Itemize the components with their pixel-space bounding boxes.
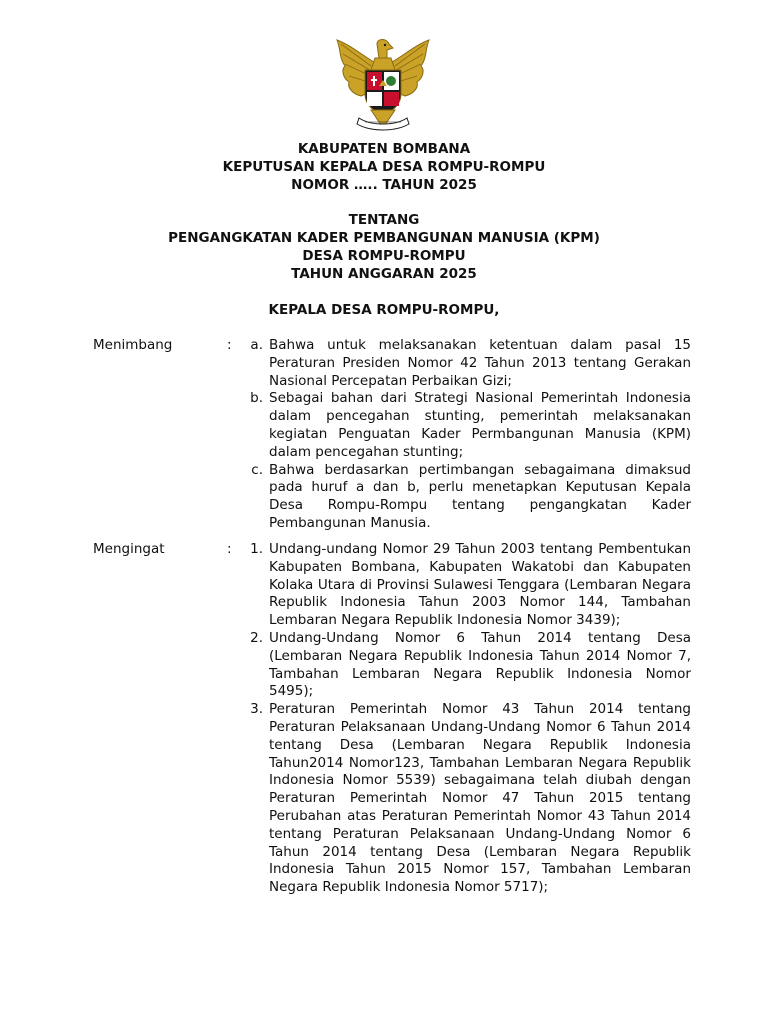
list-text: Bahwa berdasarkan pertimbangan sebagaimana dimaksud pada huruf a dan b, perlu menetapkan Keputusan Kepala Desa Rompu-Rompu tentang pengangkatan Kader Pembangunan Manusia. <box>269 461 691 531</box>
list-marker: c. <box>251 461 263 478</box>
list-marker: 2. <box>250 629 263 646</box>
list-item <box>243 630 691 701</box>
list-item <box>243 701 691 897</box>
list-marker: 3. <box>250 701 263 718</box>
regency-name: KABUPATEN BOMBANA <box>297 141 471 157</box>
issuer-title: KEPALA DESA ROMPU-ROMPU, <box>268 302 500 318</box>
garuda-pancasila-emblem <box>331 36 435 134</box>
garuda-emblem-icon <box>331 36 435 134</box>
list-item <box>243 541 691 630</box>
mengingat-label: Mengingat <box>93 541 165 557</box>
list-text: Sebagai bahan dari Strategi Nasional Pemerintah Indonesia dalam pencegahan stunting, pemerintah melaksanakan kegiatan Penguatan Kader Permbangunan Manusia (KPM) dalam pencegahan stunting; <box>269 390 691 460</box>
subject-village: DESA ROMPU-ROMPU <box>302 248 466 264</box>
decree-title: KEPUTUSAN KEPALA DESA ROMPU-ROMPU <box>222 159 546 175</box>
decree-number: NOMOR ….. TAHUN 2025 <box>291 177 477 193</box>
issuer-line <box>0 301 768 319</box>
list-text: Peraturan Pemerintah Nomor 43 Tahun 2014 tentang Peraturan Pelaksanaan Undang-Undang Nomor 6 Tahun 2014 tentang Desa (Lembaran Negara Republik Indonesia Tahun2014 Nomor123, Tambahan Lembaran Negara Republik Indonesia Nomor 5539) sebagaimana telah diubah dengan Peraturan Pemerintah Nomor 47 Tahun 2015 tentang Perubahan atas Peraturan Pemerintah Nomor 43 Tahun 2014 tentang Peraturan Pelaksanaan Undang-Undang Nomor 6 Tahun 2014 tentang Desa (Lembaran Negara Republik Indonesia Tahun 2015 Nomor 157, Tambahan Lembaran Negara Republik Indonesia Nomor 5717); <box>269 701 691 896</box>
list-text: Bahwa untuk melaksanakan ketentuan dalam pasal 15 Peraturan Presiden Nomor 42 Tahun 2013 tentang Gerakan Nasional Percepatan Perbaikan Gizi; <box>269 337 691 389</box>
subject-fiscal-year: TAHUN ANGGARAN 2025 <box>291 266 477 282</box>
mengingat-list <box>243 541 691 897</box>
mengingat-colon: : <box>227 541 232 557</box>
subject-label: TENTANG <box>348 212 420 228</box>
list-item <box>243 390 691 461</box>
list-marker: a. <box>250 337 263 353</box>
list-item <box>243 337 691 390</box>
menimbang-colon: : <box>227 337 232 353</box>
list-marker: 1. <box>250 541 263 557</box>
menimbang-label: Menimbang <box>93 337 173 353</box>
list-item <box>243 462 691 533</box>
menimbang-list <box>243 337 691 533</box>
decree-subject <box>0 211 768 283</box>
document-header <box>0 140 768 194</box>
list-text: Undang-Undang Nomor 6 Tahun 2014 tentang Desa (Lembaran Negara Republik Indonesia Tahun 2014 Nomor 7, Tambahan Lembaran Negara Republik Indonesia Nomor 5495); <box>269 629 691 700</box>
list-text: Undang-undang Nomor 29 Tahun 2003 tentang Pembentukan Kabupaten Bombana, Kabupaten Wakatobi dan Kabupaten Kolaka Utara di Provinsi Sulawesi Tenggara (Lembaran Negara Republik Indonesia Tahun 2003 Nomor 144, Tambahan Lembaran Negara Republik Indonesia Nomor 3439); <box>269 541 691 629</box>
subject-title: PENGANGKATAN KADER PEMBANGUNAN MANUSIA (KPM) <box>168 230 600 246</box>
list-marker: b. <box>250 390 263 407</box>
